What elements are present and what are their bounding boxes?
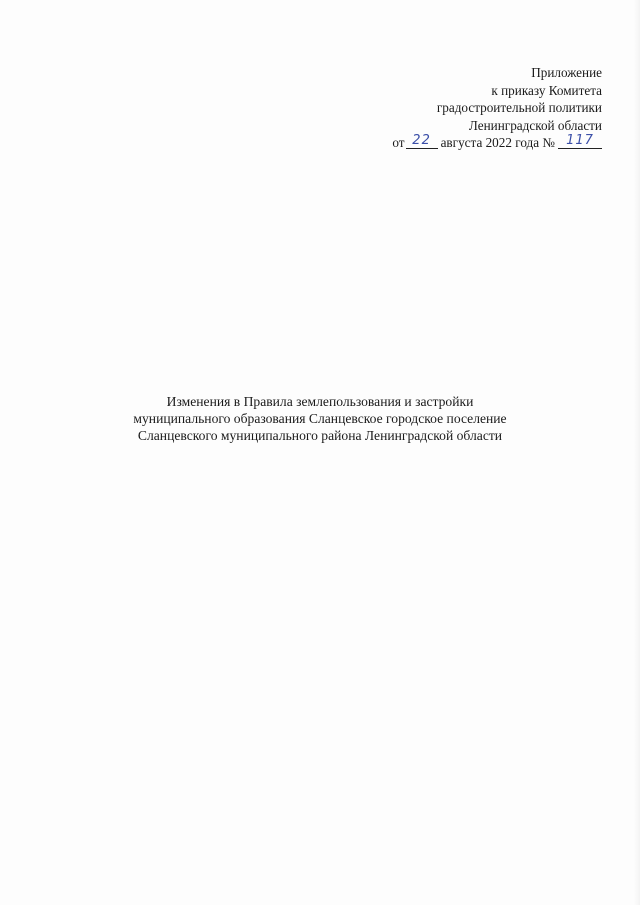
document-title [0, 393, 640, 444]
day-blank [406, 134, 438, 149]
date-middle: августа 2022 года № [440, 135, 555, 150]
title-line-1: Изменения в Правила землепользования и застройки [166, 394, 474, 409]
annex-date-line [392, 134, 602, 152]
annex-line-2: к приказу Комитета [491, 82, 602, 98]
handwritten-number: 117 [566, 133, 594, 148]
handwritten-day: 22 [412, 133, 431, 148]
annex-line-1: Приложение [531, 65, 602, 80]
annex-line-3: градостроительной политики [436, 100, 602, 115]
number-blank [558, 134, 602, 149]
page-edge-shadow [634, 0, 640, 905]
title-line-3: Сланцевского муниципального района Ленинградской области [137, 428, 503, 443]
annex-header [392, 64, 602, 152]
date-prefix: от [392, 135, 405, 150]
annex-line-4: Ленинградской области [468, 117, 602, 133]
title-line-2: муниципального образования Сланцевское городское поселение [133, 411, 507, 426]
